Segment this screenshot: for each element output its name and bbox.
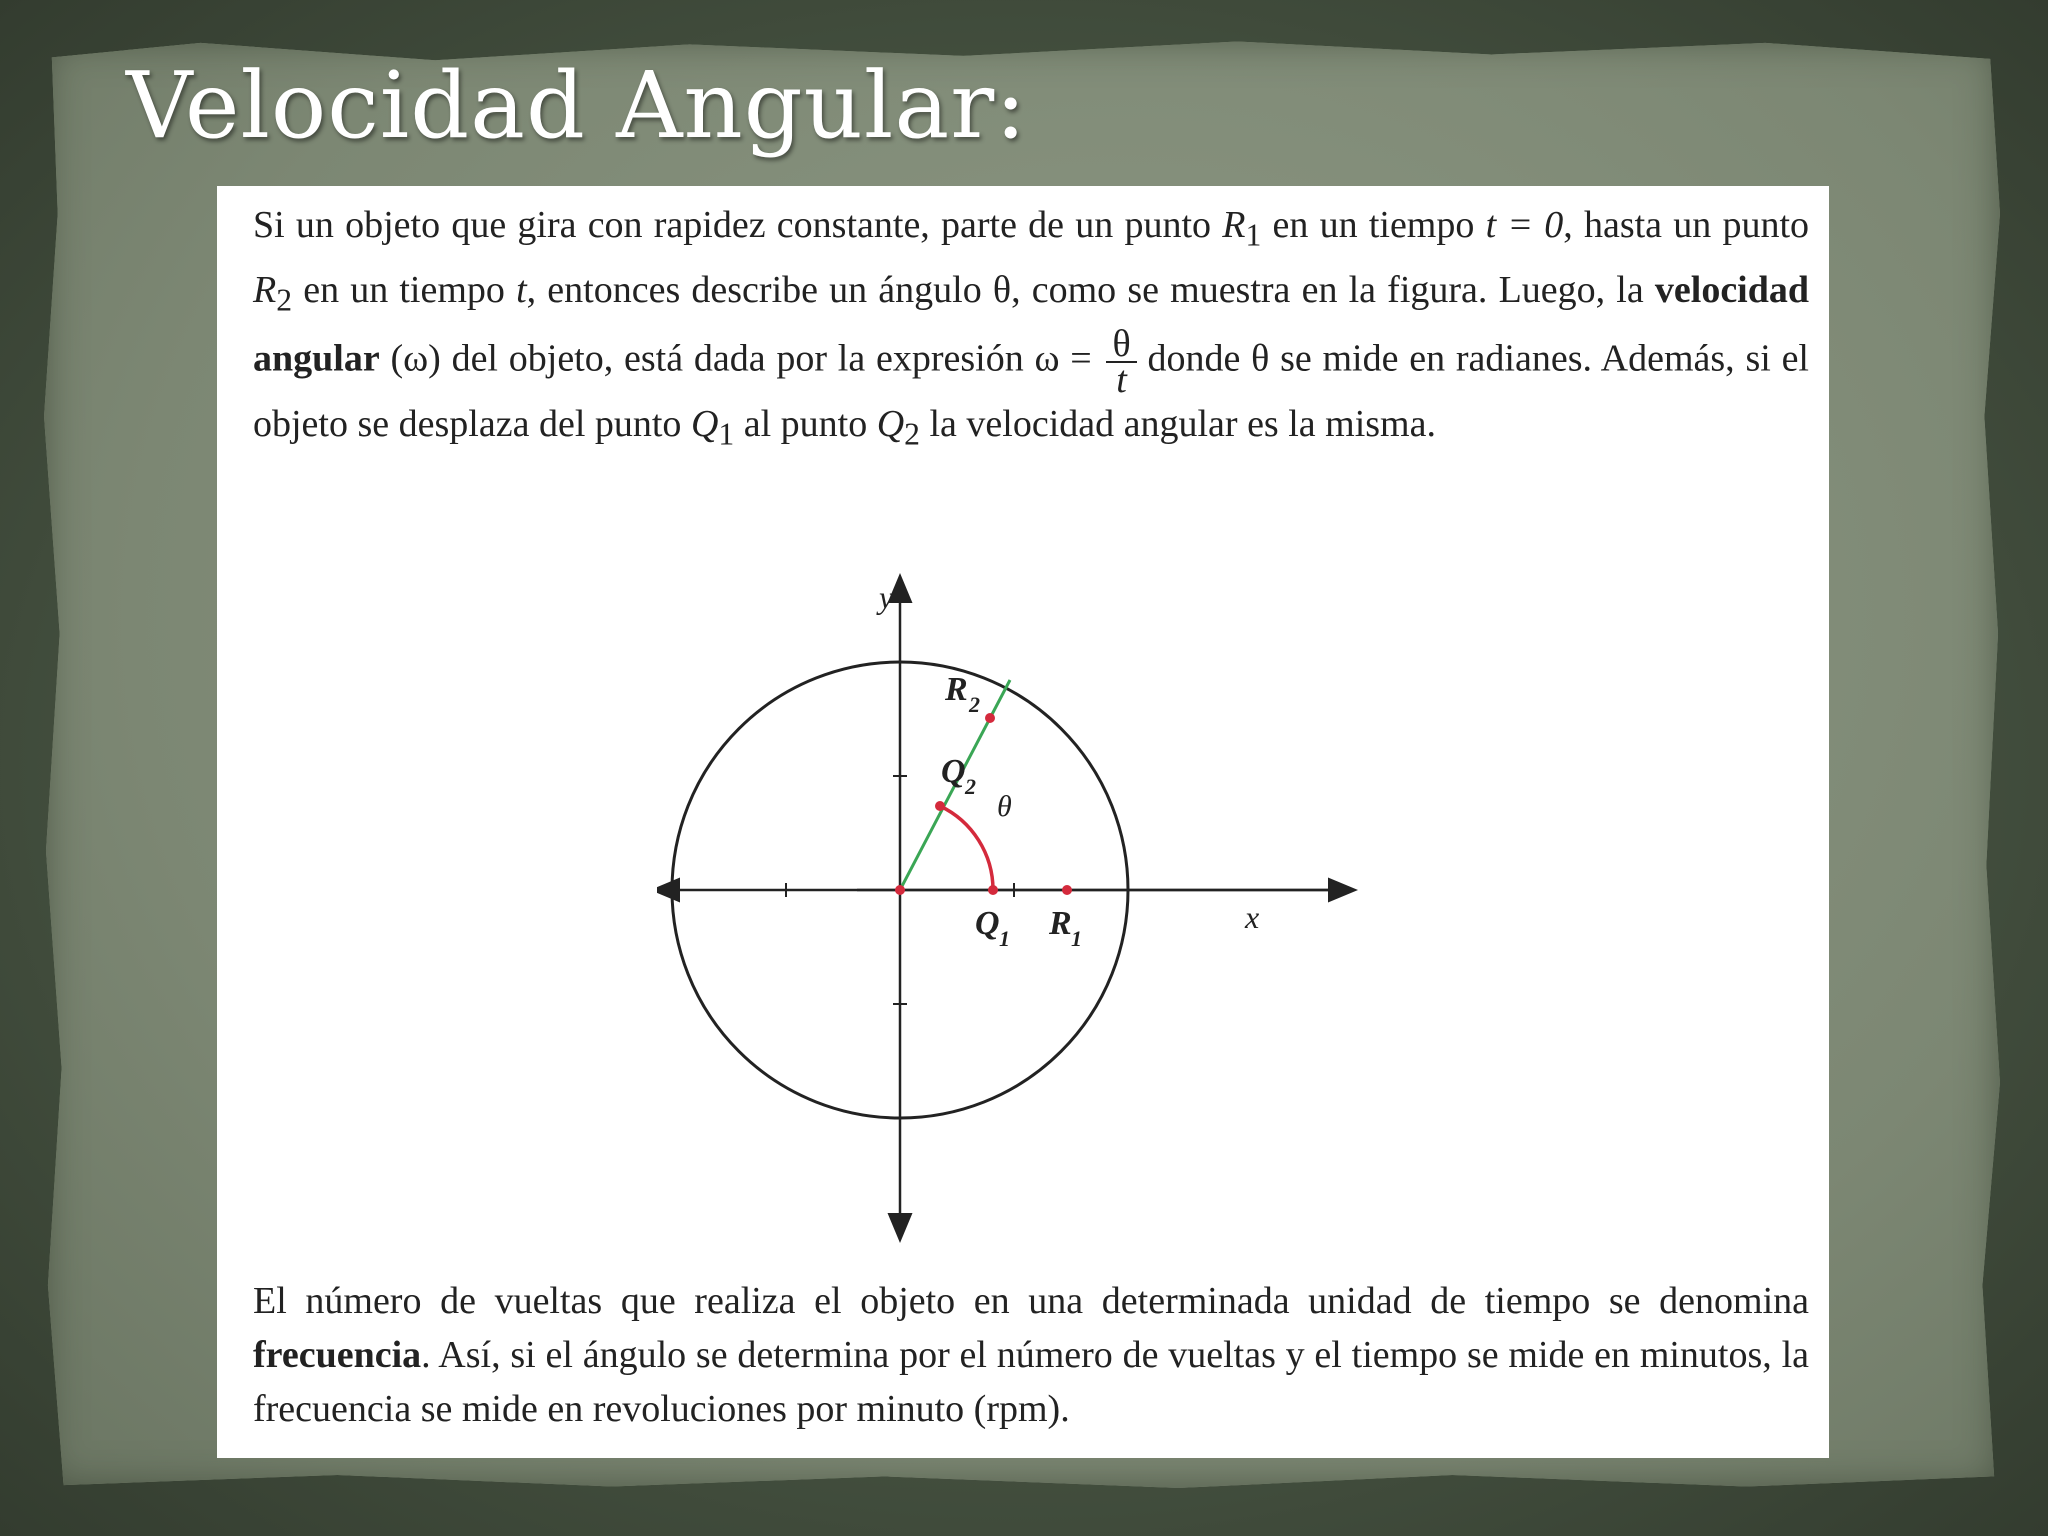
r2-point [985, 713, 995, 723]
q2-label: Q [941, 753, 966, 790]
theta-label: θ [997, 790, 1012, 823]
text-span: . Así, si el ángulo se determina por el número de vueltas y el tiempo se mide en minutos, la frecuencia se mide en revoluciones por minuto (rpm). [253, 1334, 1809, 1430]
q1-point [988, 885, 998, 895]
content-panel [217, 186, 1829, 1458]
term-frecuencia: frecuencia [253, 1334, 422, 1376]
point-r2-subscript: 2 [276, 282, 293, 318]
point-q2-letter: Q [876, 403, 905, 446]
x-axis-label: x [1245, 899, 1260, 935]
point-q2-subscript: 2 [904, 416, 920, 452]
text-span: Si un objeto que gira con rapidez constante, parte de un punto [253, 204, 1223, 246]
slide-title: Velocidad Angular: [126, 52, 1028, 159]
q2-label-subscript: 2 [965, 774, 976, 799]
fraction-numerator: θ [1106, 327, 1136, 363]
theta-arc [940, 806, 993, 890]
r1-label-subscript: 1 [1071, 926, 1082, 951]
q1-label: Q [975, 905, 1000, 942]
r2-label-subscript: 2 [969, 692, 980, 717]
point-r1-letter: R [1222, 204, 1246, 246]
text-span: , entonces describe un ángulo θ, como se muestra en la figura. Luego, la [526, 268, 1655, 311]
origin-point [895, 885, 905, 895]
r1-point [1062, 885, 1072, 895]
text-span: en un tiempo [292, 268, 517, 311]
text-span: , hasta un punto [1563, 204, 1810, 246]
point-q1-subscript: 1 [718, 416, 735, 452]
point-r1-subscript: 1 [1245, 217, 1262, 253]
time-zero-expression: t = 0 [1485, 204, 1564, 246]
text-span: la velocidad angular es la misma. [919, 403, 1436, 446]
text-span: donde θ se mide en radianes. Además, si el objeto se desplaza del punto [253, 337, 1809, 446]
r2-label: R [945, 671, 968, 708]
frequency-paragraph [253, 1274, 1809, 1436]
r1-label: R [1049, 905, 1072, 942]
point-q1-letter: Q [690, 403, 719, 446]
text-span: en un tiempo [1261, 204, 1486, 246]
text-span: El número de vueltas que realiza el objeto en una determinada unidad de tiempo se denomina [253, 1280, 1809, 1322]
omega-fraction [1106, 323, 1136, 402]
term-velocidad-angular: velocidad angular [253, 268, 1810, 380]
point-r2-letter: R [253, 268, 277, 311]
intro-paragraph [253, 198, 1809, 462]
time-variable: t [516, 268, 527, 311]
y-axis-label: y [879, 579, 894, 615]
circle-diagram [657, 556, 1377, 1256]
q2-point [935, 801, 945, 811]
text-span: al punto [734, 403, 877, 446]
fraction-denominator: t [1116, 359, 1127, 402]
unit-circle-figure [657, 556, 1377, 1256]
text-span: (ω) del objeto, está dada por la expresión ω = [379, 337, 1103, 380]
q1-label-subscript: 1 [999, 926, 1010, 951]
